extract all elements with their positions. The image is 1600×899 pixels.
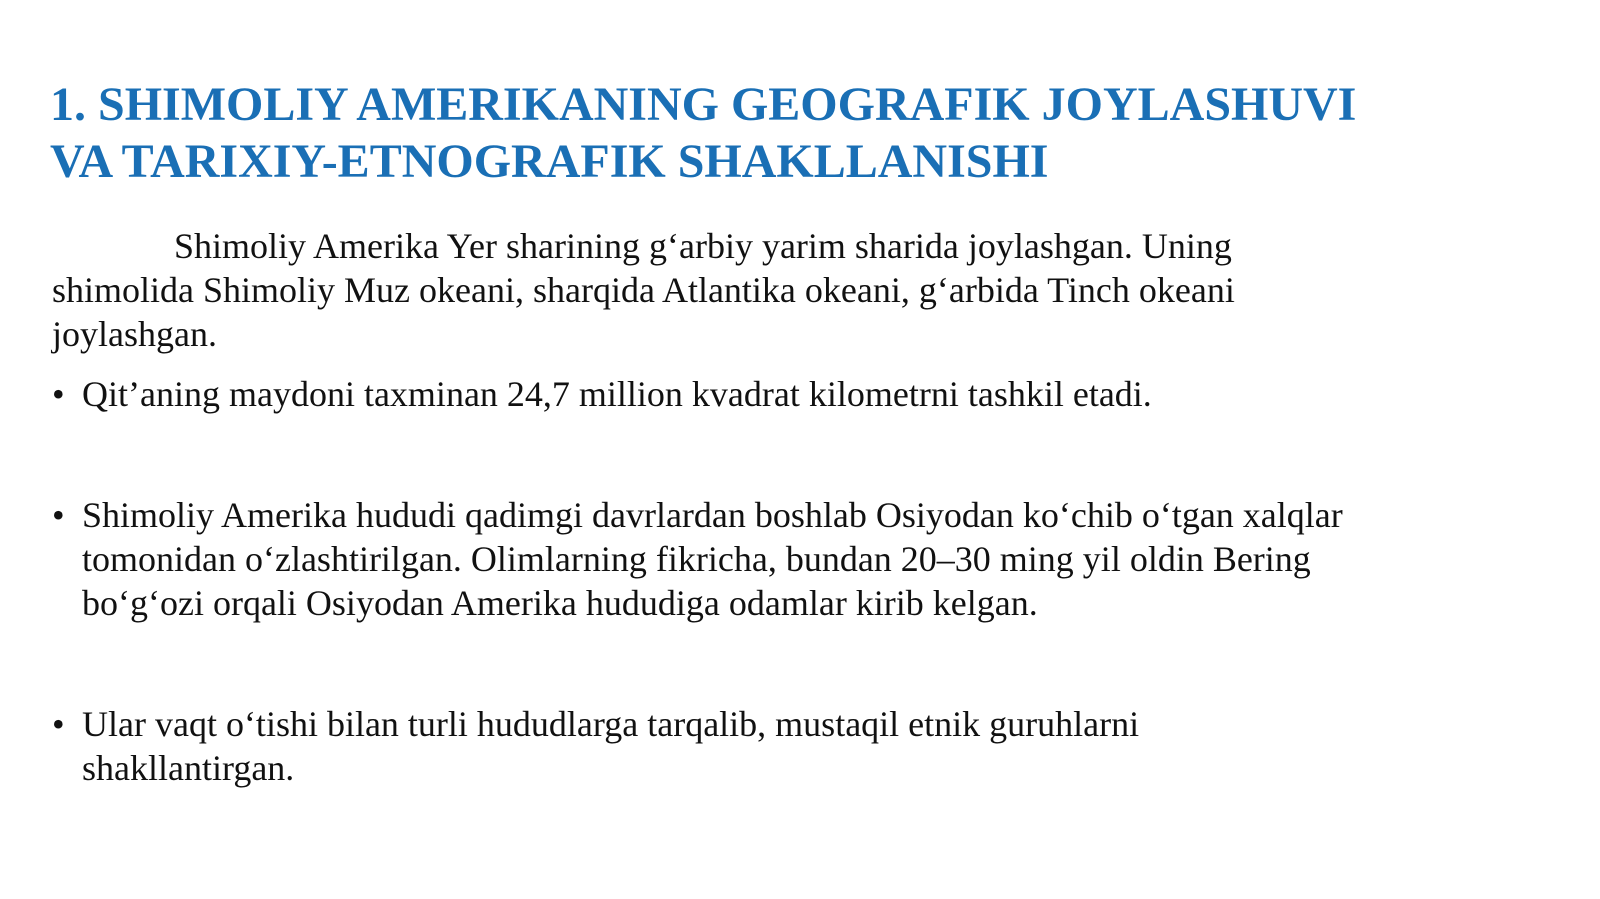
bullet-text [82,493,1572,625]
bullet-line: Qit’aning maydoni taxminan 24,7 million kvadrat kilometrni tashkil etadi. [82,374,1152,414]
intro-line-3: joylashgan. [52,314,217,354]
bullet-dot-icon: • [52,374,65,414]
bullet-line: bo‘g‘ozi orqali Osiyodan Amerika hududiga odamlar kirib kelgan. [82,583,1038,623]
bullet-dot-icon: • [52,704,65,744]
bullet-line: Ular vaqt o‘tishi bilan turli hududlarga tarqalib, mustaqil etnik guruhlarni [82,704,1140,744]
intro-line-1: Shimoliy Amerika Yer sharining g‘arbiy yarim sharida joylashgan. Uning [174,226,1232,266]
slide-title-line-2: VA TARIXIY-ETNOGRAFIK SHAKLLANISHI [50,135,1049,188]
intro-paragraph [52,224,1552,356]
slide-title [50,76,1570,190]
bullet-line: shakllantirgan. [82,748,295,788]
bullet-text [82,372,1572,416]
bullet-line: tomonidan o‘zlashtirilgan. Olimlarning fikricha, bundan 20–30 ming yil oldin Bering [82,539,1311,579]
bullet-line: Shimoliy Amerika hududi qadimgi davrlardan boshlab Osiyodan ko‘chib o‘tgan xalqlar [82,495,1343,535]
bullet-text [82,702,1572,790]
intro-line-2: shimolida Shimoliy Muz okeani, sharqida Atlantika okeani, g‘arbida Tinch okeani [52,270,1235,310]
slide-title-line-1: 1. SHIMOLIY AMERIKANING GEOGRAFIK JOYLASHUVI [50,78,1357,131]
bullet-dot-icon: • [52,495,65,535]
